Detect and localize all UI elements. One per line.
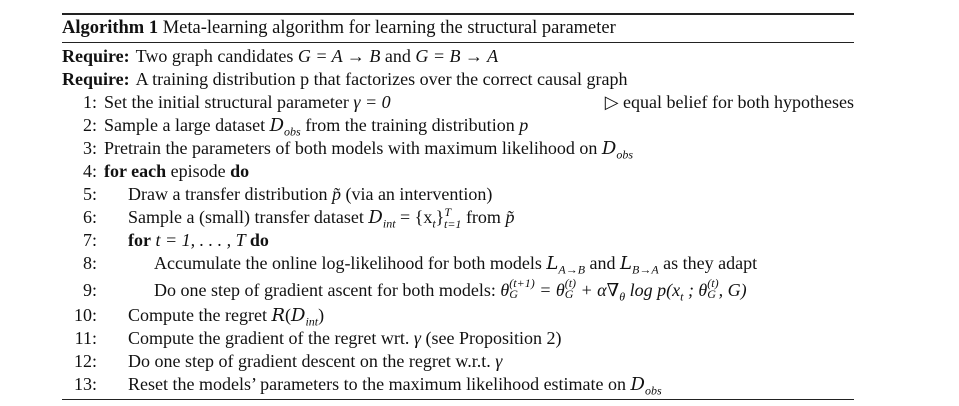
step-math: p̃ xyxy=(331,184,341,204)
require-keyword: Require: xyxy=(62,69,130,89)
step-sub: t=1 xyxy=(444,216,462,231)
step-number: 9: xyxy=(82,280,97,300)
step-math: = {x xyxy=(395,207,433,227)
step-text: (see Proposition 2) xyxy=(421,328,562,348)
step-math: + α∇ xyxy=(576,280,620,300)
step-sub: G xyxy=(707,286,716,301)
step-text: Sample a large dataset xyxy=(104,115,270,135)
step-text: Reset the models’ parameters to the maximum likelihood estimate on xyxy=(128,374,631,394)
step-math: D xyxy=(630,374,645,395)
step-math: } xyxy=(435,207,445,227)
require-line-1 xyxy=(62,45,854,68)
algorithm-body xyxy=(62,43,854,396)
step-number: 12: xyxy=(73,351,97,371)
step-sub: int xyxy=(305,314,319,329)
step-sup: (t) xyxy=(564,275,577,290)
step-text: (via an intervention) xyxy=(340,184,493,204)
step-13 xyxy=(62,373,854,396)
keyword-do: do xyxy=(230,161,250,181)
step-5 xyxy=(62,183,854,206)
require-math: G = B → A xyxy=(415,46,499,66)
step-number: 13: xyxy=(73,374,97,394)
step-text: episode xyxy=(166,161,231,181)
step-sub: t xyxy=(432,216,436,231)
step-sub: G xyxy=(509,286,518,301)
step-2 xyxy=(62,114,854,137)
step-text: and xyxy=(585,253,621,273)
step-sub: int xyxy=(382,216,396,231)
step-number: 7: xyxy=(82,230,97,250)
step-text: Sample a (small) transfer dataset xyxy=(128,207,369,227)
step-math: , G) xyxy=(718,280,747,300)
step-sub: A→B xyxy=(558,262,586,277)
step-math: D xyxy=(368,207,383,228)
step-math: γ = 0 xyxy=(353,92,391,112)
step-text: Pretrain the parameters of both models with maximum likelihood on xyxy=(104,138,602,158)
step-math: ( xyxy=(285,305,292,325)
step-text: as they adapt xyxy=(658,253,758,273)
step-math: ) xyxy=(318,305,325,325)
algorithm-caption xyxy=(62,15,854,42)
step-math: L xyxy=(546,253,559,274)
step-9 xyxy=(62,275,854,304)
step-number: 5: xyxy=(82,184,97,204)
step-sup: (t+1) xyxy=(509,275,535,290)
step-sub: G xyxy=(564,286,574,301)
step-10 xyxy=(62,304,854,327)
step-4 xyxy=(62,160,854,183)
require-text: A training distribution p that factorizes over the correct causal graph xyxy=(135,69,628,89)
step-math: = θ xyxy=(534,280,565,300)
step-number: 3: xyxy=(82,138,97,158)
require-keyword: Require: xyxy=(62,46,130,66)
step-number: 4: xyxy=(82,161,97,181)
step-6 xyxy=(62,206,854,229)
step-sub: obs xyxy=(616,147,634,162)
step-math: γ xyxy=(413,328,422,348)
keyword-for: for xyxy=(128,230,151,250)
keyword-do: do xyxy=(249,230,269,250)
step-sub: θ xyxy=(619,289,626,304)
step-text: Draw a transfer distribution xyxy=(128,184,332,204)
step-text: Set the initial structural parameter xyxy=(104,92,354,112)
step-math: θ xyxy=(500,280,510,300)
step-text: Do one step of gradient descent on the regret w.r.t. xyxy=(128,351,496,371)
step-math: ; θ xyxy=(683,280,708,300)
step-text: from the training distribution xyxy=(300,115,520,135)
step-number: 10: xyxy=(73,305,97,325)
step-text: Compute the regret xyxy=(128,305,272,325)
step-sub: obs xyxy=(284,124,301,139)
require-text: and xyxy=(380,46,416,66)
algorithm-title: Meta-learning algorithm for learning the structural parameter xyxy=(162,18,616,38)
step-math: D xyxy=(291,305,306,326)
step-math: L xyxy=(620,253,632,274)
step-sub: obs xyxy=(644,383,662,398)
step-1 xyxy=(62,91,854,114)
step-number: 1: xyxy=(82,92,97,112)
step-math: p xyxy=(519,115,529,135)
step-3 xyxy=(62,137,854,160)
step-text: Do one step of gradient ascent for both models: xyxy=(154,280,501,300)
step-text: Accumulate the online log-likelihood for both models xyxy=(154,253,547,273)
step-math: D xyxy=(601,138,617,159)
require-line-2 xyxy=(62,68,854,91)
step-number: 11: xyxy=(74,328,97,348)
step-number: 8: xyxy=(82,253,97,273)
step-sup: T xyxy=(444,205,451,219)
step-math: t = 1, . . . , T xyxy=(150,230,250,250)
step-sub: B→A xyxy=(632,262,659,277)
step-sub: t xyxy=(680,289,684,304)
keyword-for-each: for each xyxy=(104,161,167,181)
step-math: p̃ xyxy=(505,207,515,227)
require-text: Two graph candidates xyxy=(135,46,298,66)
algorithm-box xyxy=(62,13,854,400)
algorithm-label: Algorithm 1 xyxy=(62,18,159,38)
step-math: γ xyxy=(495,351,503,371)
step-number: 6: xyxy=(82,207,97,227)
step-math: D xyxy=(269,115,285,136)
step-comment: ▷ equal belief for both hypotheses xyxy=(604,92,854,112)
step-sup: (t) xyxy=(707,275,719,290)
step-11 xyxy=(62,327,854,350)
step-12 xyxy=(62,350,854,373)
step-text: from xyxy=(461,207,506,227)
step-8 xyxy=(62,252,854,275)
require-math: G = A → B xyxy=(297,46,381,66)
step-number: 2: xyxy=(82,115,97,135)
step-7 xyxy=(62,229,854,252)
step-math: R xyxy=(271,305,286,326)
bottom-rule xyxy=(62,399,854,400)
step-text: Compute the gradient of the regret wrt. xyxy=(128,328,414,348)
step-math: log p(x xyxy=(625,280,681,300)
